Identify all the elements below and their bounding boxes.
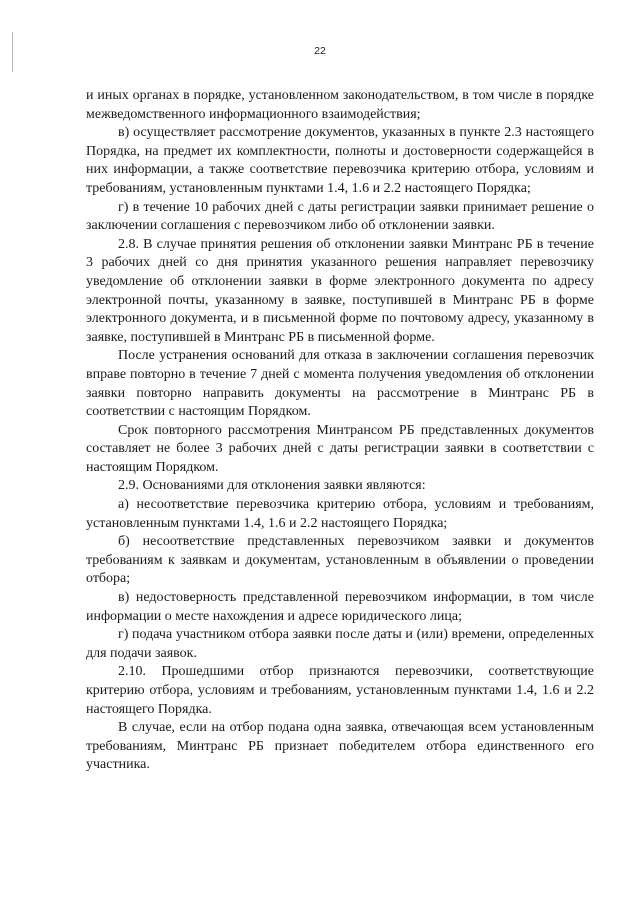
document-body — [86, 87, 594, 775]
paragraph-reason-v: в) недостоверность представленной перевозчиком информации, в том числе информации о месте нахождения и адресе юридического лица; — [86, 590, 594, 624]
paragraph-item-g: г) в течение 10 рабочих дней с даты регистрации заявки принимает решение о заключении соглашения с перевозчиком либо об отклонении заявки. — [86, 199, 594, 234]
paragraph-2-8: 2.8. В случае принятия решения об отклонении заявки Минтранс РБ в течение 3 рабочих дней со дня принятия указанного решения направляет перевозчику уведомление об отклонении заявки в форме электронного документа по адресу электронной почты, указанному в заявке, поступившей в Минтранс РБ в форме электронного документа, и в письменной форме по почтовому адресу, указанному в заявке, поступившей в Минтранс РБ в письменной форме. — [86, 236, 594, 345]
paragraph-reason-a: а) несоответствие перевозчика критерию отбора, условиям и требованиям, установленным пунктами 1.4, 1.6 и 2.2 настоящего Порядка; — [86, 497, 594, 531]
paragraph-continuation: и иных органах в порядке, установленном законодательством, в том числе в порядке межведомственного информационного взаимодействия; — [86, 88, 594, 122]
paragraph-review-term: Срок повторного рассмотрения Минтрансом РБ представленных документов составляет не более 3 рабочих дней с даты регистрации заявки в соответствии с настоящим Порядком. — [86, 422, 594, 475]
paragraph-item-v: в) осуществляет рассмотрение документов, указанных в пункте 2.3 настоящего Порядка, на предмет их комплектности, полноты и достоверности содержащейся в них информации, а также соответствие перевозчика критерию отбора, условиям и требованиям, установленным пунктами 1.4, 1.6 и 2.2 настоящего Порядка; — [86, 125, 594, 196]
paragraph-single-bid: В случае, если на отбор подана одна заявка, отвечающая всем установленным требованиям, Минтранс РБ признает победителем отбора единственного его участника. — [86, 720, 594, 773]
paragraph-2-10: 2.10. Прошедшими отбор признаются перевозчики, соответствующие критерию отбора, условиям и требованиям, установленным пунктами 1.4, 1.6 и 2.2 настоящего Порядка. — [86, 664, 594, 717]
paragraph-reason-g: г) подача участником отбора заявки после даты и (или) времени, определенных для подачи заявок. — [86, 627, 594, 661]
paragraph-resubmission: После устранения оснований для отказа в заключении соглашения перевозчик вправе повторно в течение 7 дней с момента получения уведомления об отклонении заявки повторно направить документы на рассмотрение в Минтранс РБ в соответствии с настоящим Порядком. — [86, 348, 594, 420]
page-number: 22 — [314, 45, 326, 57]
paragraph-2-9: 2.9. Основаниями для отклонения заявки являются: — [118, 478, 426, 494]
paragraph-reason-b: б) несоответствие представленных перевозчиком заявки и документов требованиям к заявкам и документам, установленным в объявлении о проведении отбора; — [86, 534, 594, 587]
